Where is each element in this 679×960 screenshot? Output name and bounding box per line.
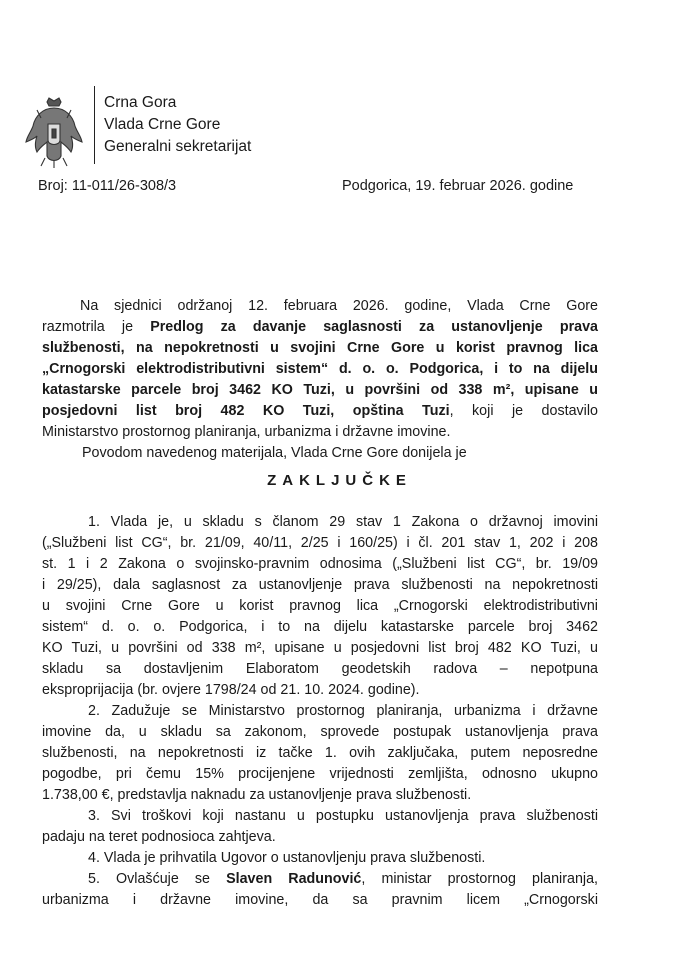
item1-line: i 29/25), dala saglasnost za ustanovljenje prava službenosti na nepokretnosti (42, 577, 598, 593)
item1-line: st. 1 i 2 Zakona o svojinsko-pravnim odnosima („Službeni list CG“, br. 19/09 (42, 556, 598, 572)
item3-line: 3. Svi troškovi koji nastanu u postupku ustanovljenja prava službenosti (88, 808, 598, 824)
item4-line: 4. Vlada je prihvatila Ugovor o ustanovljenju prava službenosti. (88, 850, 486, 866)
intro-line-7: Ministarstvo prostornog planiranja, urbanizma i državne imovine. (42, 424, 451, 440)
intro-line-4: „Crnogorski elektrodistributivni sistem“ d. o. o. Podgorica, i to na dijelu (42, 361, 598, 377)
item1-line: u svojini Crne Gore u korist pravnog lica „Crnogorski elektrodistributivni (42, 598, 598, 614)
header-divider (94, 86, 95, 164)
intro-line-8: Povodom navedenog materijala, Vlada Crne Gore donijela je (82, 445, 467, 461)
reference-number: Broj: 11-011/26-308/3 (38, 178, 177, 194)
item3-line: padaju na teret podnosioca zahtjeva. (42, 829, 276, 845)
org-country: Crna Gora (104, 94, 177, 111)
org-government: Vlada Crne Gore (104, 116, 221, 133)
item1-line: sistem“ d. o. o. Podgorica, i to na dijelu katastarske parcele broj 3462 (42, 619, 598, 635)
item1-line: („Službeni list CG“, br. 21/09, 40/11, 2/25 i 160/25) i čl. 201 stav 1, 202 i 208 (42, 535, 598, 551)
item2-line: službenosti, na nepokretnosti iz tačke 1. ovih zaključaka, putem neposredne (42, 745, 598, 761)
item1-line: skladu sa dostavljenim Elaboratom geodetskih radova – nepotpuna (42, 661, 598, 677)
item1-line: 1. Vlada je, u skladu s članom 29 stav 1 Zakona o državnoj imovini (88, 514, 598, 530)
intro-line-5: katastarske parcele broj 3462 KO Tuzi, u površini od 338 m², upisane u (42, 382, 598, 398)
item5-line: 5. Ovlašćuje se Slaven Radunović, ministar prostornog planiranja, (88, 871, 598, 887)
intro-line-6: posjedovni list broj 482 KO Tuzi, opština Tuzi, koji je dostavilo (42, 403, 598, 419)
intro-line-2: razmotrila je Predlog za davanje saglasnosti za ustanovljenje prava (42, 319, 598, 335)
item1-line: KO Tuzi, u površini od 338 m², upisane u posjedovni list broj 482 KO Tuzi, u (42, 640, 598, 656)
item2-line: 1.738,00 €, predstavlja naknadu za ustanovljenje prava službenosti. (42, 787, 472, 803)
org-secretariat: Generalni sekretarijat (104, 138, 252, 155)
intro-line-1: Na sjednici održanoj 12. februara 2026. godine, Vlada Crne Gore (80, 298, 598, 314)
place-date: Podgorica, 19. februar 2026. godine (342, 178, 574, 194)
item2-line: 2. Zadužuje se Ministarstvo prostornog planiranja, urbanizma i državne (88, 703, 598, 719)
conclusions-title: ZAKLJUČKE (267, 472, 412, 489)
item2-line: pogodbe, pri čemu 15% procijenjene vrijednosti zemljišta, odnosno ukupno (42, 766, 598, 782)
item1-line: eksproprijacija (br. ovjere 1798/24 od 21. 10. 2024. godine). (42, 682, 420, 698)
item2-line: imovine da, u skladu sa zakonom, sprovede postupak ustanovljenja prava (42, 724, 598, 740)
coat-of-arms-icon (25, 96, 83, 170)
intro-line-3: službenosti, na nepokretnosti u svojini Crne Gore u korist pravnog lica (42, 340, 598, 356)
item5-line: urbanizma i državne imovine, da sa pravnim licem „Crnogorski (42, 892, 598, 908)
